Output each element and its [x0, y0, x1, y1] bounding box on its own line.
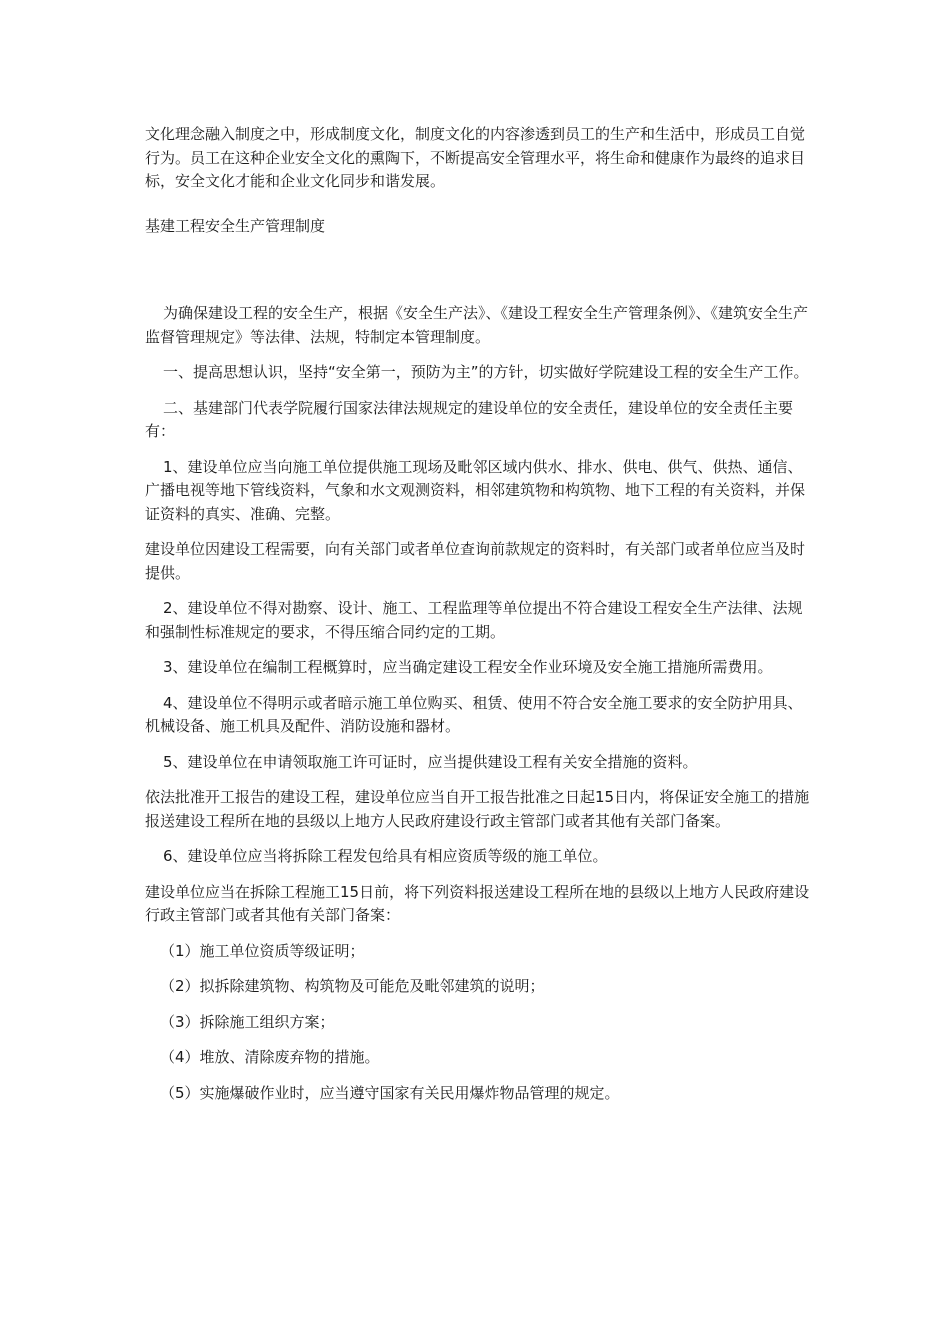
paragraph-item-5: 5、建设单位在申请领取施工许可证时，应当提供建设工程有关安全措施的资料。 — [163, 752, 698, 771]
document-title: 基建工程安全生产管理制度 — [145, 216, 326, 235]
intro-paragraph: 文化理念融入制度之中，形成制度文化，制度文化的内容渗透到员工的生产和生活中，形成员工自觉行为。员工在这种企业安全文化的熏陶下，不断提高安全管理水平，将生命和健康作为最终的追求目标，安全文化才能和企业文化同步和谐发展。 — [145, 125, 806, 190]
paragraph-purpose: 为确保建设工程的安全生产，根据《安全生产法》、《建设工程安全生产管理条例》、《建筑安全生产监督管理规定》等法律、法规，特制定本管理制度。 — [145, 304, 809, 346]
paragraph-section-1: 一、提高思想认识，坚持“安全第一，预防为主”的方针，切实做好学院建设工程的安全生产工作。 — [163, 363, 809, 381]
paragraph-section-2: 二、基建部门代表学院履行国家法律法规规定的建设单位的安全责任，建设单位的安全责任主要有： — [145, 398, 794, 440]
paragraph-item-1: 1、建设单位应当向施工单位提供施工现场及毗邻区域内供水、排水、供电、供气、供热、通信、广播电视等地下管线资料，气象和水文观测资料，相邻建筑物和构筑物、地下工程的有关资料，并保证资料的真实、准确、完整。 — [145, 457, 806, 523]
list-item-3: （3）拆除施工组织方案； — [160, 1012, 335, 1031]
paragraph-item-2: 2、建设单位不得对勘察、设计、施工、工程监理等单位提出不符合建设工程安全生产法律、法规和强制性标准规定的要求，不得压缩合同约定的工期。 — [145, 599, 803, 641]
document-body — [145, 123, 813, 1117]
list-item-2: （2）拟拆除建筑物、构筑物及可能危及毗邻建筑的说明； — [160, 977, 545, 995]
paragraph-item-1-note: 建设单位因建设工程需要，向有关部门或者单位查询前款规定的资料时，有关部门或者单位应当及时提供。 — [145, 540, 806, 582]
paragraph-item-5-note: 依法批准开工报告的建设工程，建设单位应当自开工报告批准之日起15日内，将保证安全施工的措施报送建设工程所在地的县级以上地方人民政府建设行政主管部门或者其他有关部门备案。 — [145, 788, 810, 830]
paragraph-item-3: 3、建设单位在编制工程概算时，应当确定建设工程安全作业环境及安全施工措施所需费用。 — [163, 658, 773, 676]
paragraph-item-6: 6、建设单位应当将拆除工程发包给具有相应资质等级的施工单位。 — [163, 847, 608, 865]
list-item-5: （5）实施爆破作业时，应当遵守国家有关民用爆炸物品管理的规定。 — [160, 1083, 620, 1102]
paragraph-item-6-note: 建设单位应当在拆除工程施工15日前，将下列资料报送建设工程所在地的县级以上地方人民政府建设行政主管部门或者其他有关部门备案： — [145, 882, 810, 924]
list-item-1: （1）施工单位资质等级证明； — [160, 941, 365, 960]
paragraph-item-4: 4、建设单位不得明示或者暗示施工单位购买、租赁、使用不符合安全施工要求的安全防护用具、机械设备、施工机具及配件、消防设施和器材。 — [145, 693, 803, 735]
list-item-4: （4）堆放、清除废弃物的措施。 — [160, 1048, 380, 1066]
